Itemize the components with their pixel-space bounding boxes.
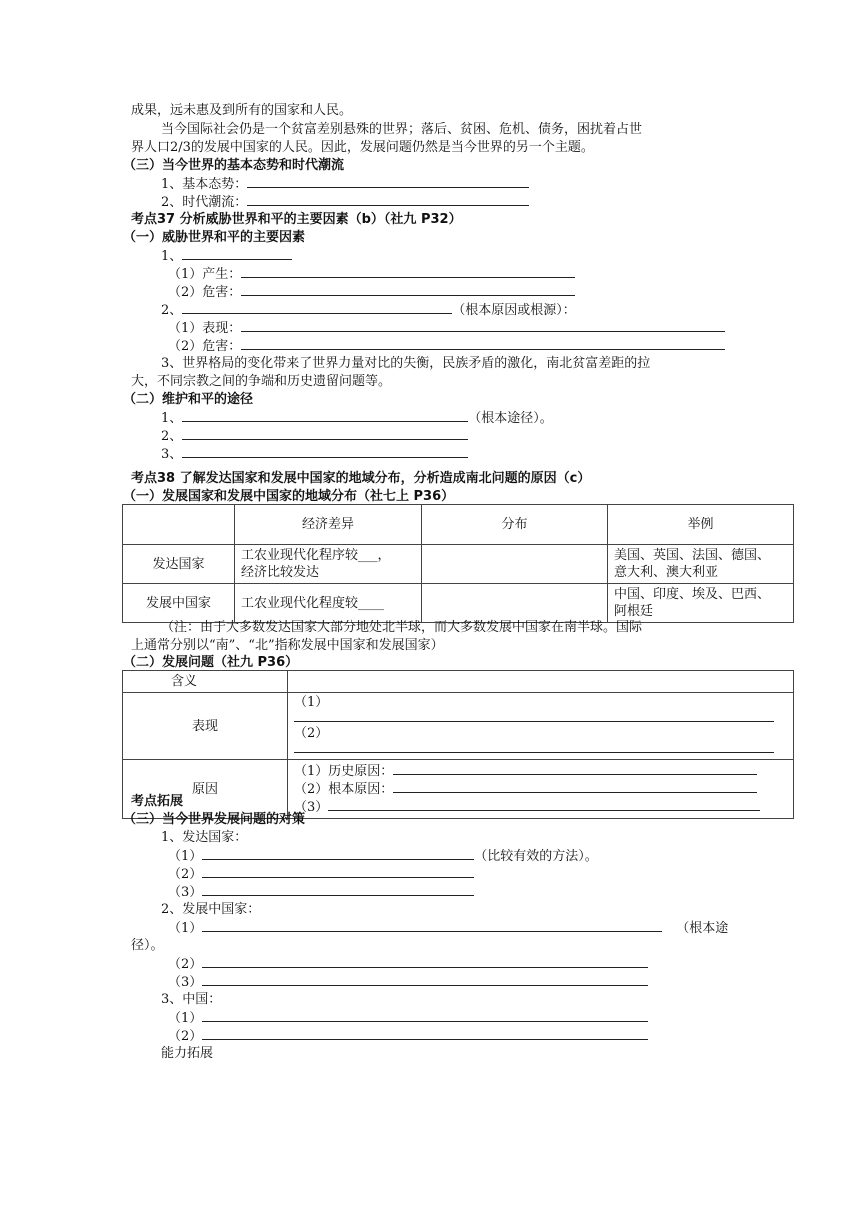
item-suffix: （根本途 (676, 921, 729, 936)
table-cell (235, 545, 422, 584)
fill-item (168, 973, 648, 991)
cell-text: 意大利、澳大利亚 (614, 565, 719, 580)
table-cell (288, 760, 794, 819)
fill-item (161, 247, 292, 265)
item-label: （2） (168, 867, 203, 882)
answer-blank[interactable] (182, 445, 468, 458)
note-line: （注：由于大多数发达国家大部分地处北半球，而大多数发展中国家在南半球。国际 (161, 620, 643, 635)
item-label: 2、 (161, 303, 183, 318)
item-label: （2）根本原因： (294, 782, 394, 797)
item-label: 2、 (161, 429, 183, 444)
table-cell: 工农业现代化程度较____ (235, 584, 422, 623)
cell-text: 经济比较发达 (241, 565, 320, 580)
answer-blank[interactable] (247, 175, 529, 188)
item-label: （3） (168, 975, 203, 990)
topic-heading: 考点37 分析威胁世界和平的主要因素（b）（社九 P32） (131, 212, 462, 227)
answer-blank[interactable] (294, 741, 774, 753)
table-row (123, 545, 794, 584)
fill-item (294, 798, 787, 816)
fill-item (168, 319, 725, 337)
item-continuation: 径）。 (131, 938, 164, 953)
fill-item (168, 1009, 648, 1027)
item-label: （2）危害： (168, 285, 242, 300)
fill-item (161, 175, 529, 193)
table-cell-blank[interactable] (422, 584, 608, 623)
row-label: 含义 (123, 671, 288, 693)
fill-item (161, 301, 576, 319)
answer-blank[interactable] (202, 865, 474, 878)
answer-blank[interactable] (202, 919, 662, 932)
answer-blank[interactable] (202, 847, 474, 860)
item-suffix: （根本途径）。 (468, 411, 553, 426)
row-label: 表现 (123, 693, 288, 760)
item-label: （1） (168, 849, 203, 864)
item-label: 1、 (161, 249, 183, 264)
fill-item (168, 919, 728, 937)
section-heading: （三）当今世界的基本态势和时代潮流 (123, 158, 345, 173)
answer-blank[interactable] (182, 427, 468, 440)
item-heading: 3、中国： (161, 992, 222, 1007)
item-label: （1）历史原因： (294, 764, 394, 779)
item-label: 1、基本态势： (161, 177, 248, 192)
answer-blank[interactable] (241, 265, 575, 278)
answer-blank[interactable] (202, 1009, 648, 1022)
paragraph-line: 界人口2/3的发展中国家的人民。因此，发展问题仍然是当今世界的另一个主题。 (131, 140, 594, 155)
item-label: （3） (168, 885, 203, 900)
item-label: （1） (294, 695, 329, 710)
table-row (123, 760, 794, 819)
row-label: 原因 (123, 760, 288, 819)
fill-item (168, 865, 474, 883)
fill-item (168, 883, 474, 901)
table-header-cell: 经济差异 (235, 505, 422, 545)
section-heading: （二）维护和平的途径 (123, 392, 254, 407)
cell-text: 阿根廷 (614, 604, 654, 619)
answer-blank[interactable] (393, 762, 757, 775)
fill-item (294, 726, 787, 757)
table-header-cell: 分布 (422, 505, 608, 545)
fill-item (294, 762, 787, 780)
table-cell (608, 545, 794, 584)
table-row (123, 671, 794, 693)
answer-blank[interactable] (241, 319, 725, 332)
answer-blank[interactable] (202, 1027, 648, 1040)
item-suffix: （根本原因或根源）： (452, 303, 576, 318)
item-label: （2） (168, 957, 203, 972)
paragraph-line: 成果，远未惠及到所有的国家和人民。 (131, 103, 353, 118)
fill-item (168, 283, 575, 301)
development-table (122, 670, 794, 819)
item-label: 1、 (161, 411, 183, 426)
fill-item (168, 1027, 648, 1045)
cell-text: 工农业现代化程序较___， (241, 548, 391, 563)
fill-item (161, 193, 529, 211)
table-header-cell (123, 505, 235, 545)
item-label: （1） (168, 1011, 203, 1026)
cell-text: 中国、印度、埃及、巴西、 (614, 587, 771, 602)
item-heading: 2、发展中国家： (161, 902, 261, 917)
answer-blank[interactable] (182, 247, 292, 260)
table-header-cell: 举例 (608, 505, 794, 545)
answer-blank[interactable] (202, 955, 648, 968)
table-cell (288, 693, 794, 760)
answer-blank[interactable] (241, 337, 725, 350)
fill-item (294, 695, 787, 726)
answer-blank[interactable] (247, 193, 529, 206)
fill-item (168, 337, 725, 355)
table-cell-blank[interactable] (422, 545, 608, 584)
row-label: 发达国家 (123, 545, 235, 584)
fill-item (161, 427, 468, 445)
fill-item (168, 265, 575, 283)
answer-blank[interactable] (182, 301, 452, 314)
fill-item (161, 409, 553, 427)
item-label: （3） (294, 800, 329, 815)
fill-item (168, 955, 648, 973)
item-label: （2） (294, 726, 329, 741)
answer-blank[interactable] (393, 780, 757, 793)
answer-blank[interactable] (202, 883, 474, 896)
section-heading: （二）发展问题（社九 P36） (123, 655, 299, 670)
paragraph-line: 当今国际社会仍是一个贫富差别悬殊的世界；落后、贫困、危机、债务，困扰着占世 (161, 122, 643, 137)
note-line: 上通常分别以“南”、“北”指称发展中国家和发展国家） (131, 638, 444, 653)
topic-heading: 考点拓展 (131, 794, 184, 809)
table-cell-blank[interactable] (288, 671, 794, 693)
section-heading: （三）当今世界发展问题的对策 (123, 812, 306, 827)
fill-item (294, 780, 787, 798)
answer-blank[interactable] (294, 710, 774, 722)
fill-item (161, 445, 468, 463)
section-heading: （一）发展国家和发展中国家的地域分布（社七上 P36） (123, 489, 455, 504)
paragraph-line: 大，不同宗教之间的争端和历史遗留问题等。 (131, 374, 392, 389)
item-suffix: （比较有效的方法）。 (474, 849, 598, 864)
topic-heading: 考点38 了解发达国家和发展中国家的地域分布，分析造成南北问题的原因（c） (131, 471, 591, 486)
answer-blank[interactable] (328, 798, 760, 811)
answer-blank[interactable] (202, 973, 648, 986)
table-cell (608, 584, 794, 623)
section-heading: （一）威胁世界和平的主要因素 (123, 230, 306, 245)
cell-text: 美国、英国、法国、德国、 (614, 548, 771, 563)
item-heading: 1、发达国家： (161, 830, 248, 845)
item-heading: 能力拓展 (161, 1046, 214, 1061)
answer-blank[interactable] (241, 283, 575, 296)
row-label: 发展中国家 (123, 584, 235, 623)
item-label: 3、 (161, 447, 183, 462)
item-label: 2、时代潮流： (161, 195, 248, 210)
table-row (123, 584, 794, 623)
item-label: （1）产生： (168, 267, 242, 282)
fill-item (168, 847, 598, 865)
table-row (123, 693, 794, 760)
item-label: （1） (168, 921, 203, 936)
item-label: （2）危害： (168, 339, 242, 354)
answer-blank[interactable] (182, 409, 468, 422)
distribution-table (122, 504, 794, 623)
item-label: （1）表现： (168, 321, 242, 336)
item-label: （2） (168, 1029, 203, 1044)
paragraph-line: 3、世界格局的变化带来了世界力量对比的失衡，民族矛盾的激化，南北贫富差距的拉 (161, 356, 651, 371)
